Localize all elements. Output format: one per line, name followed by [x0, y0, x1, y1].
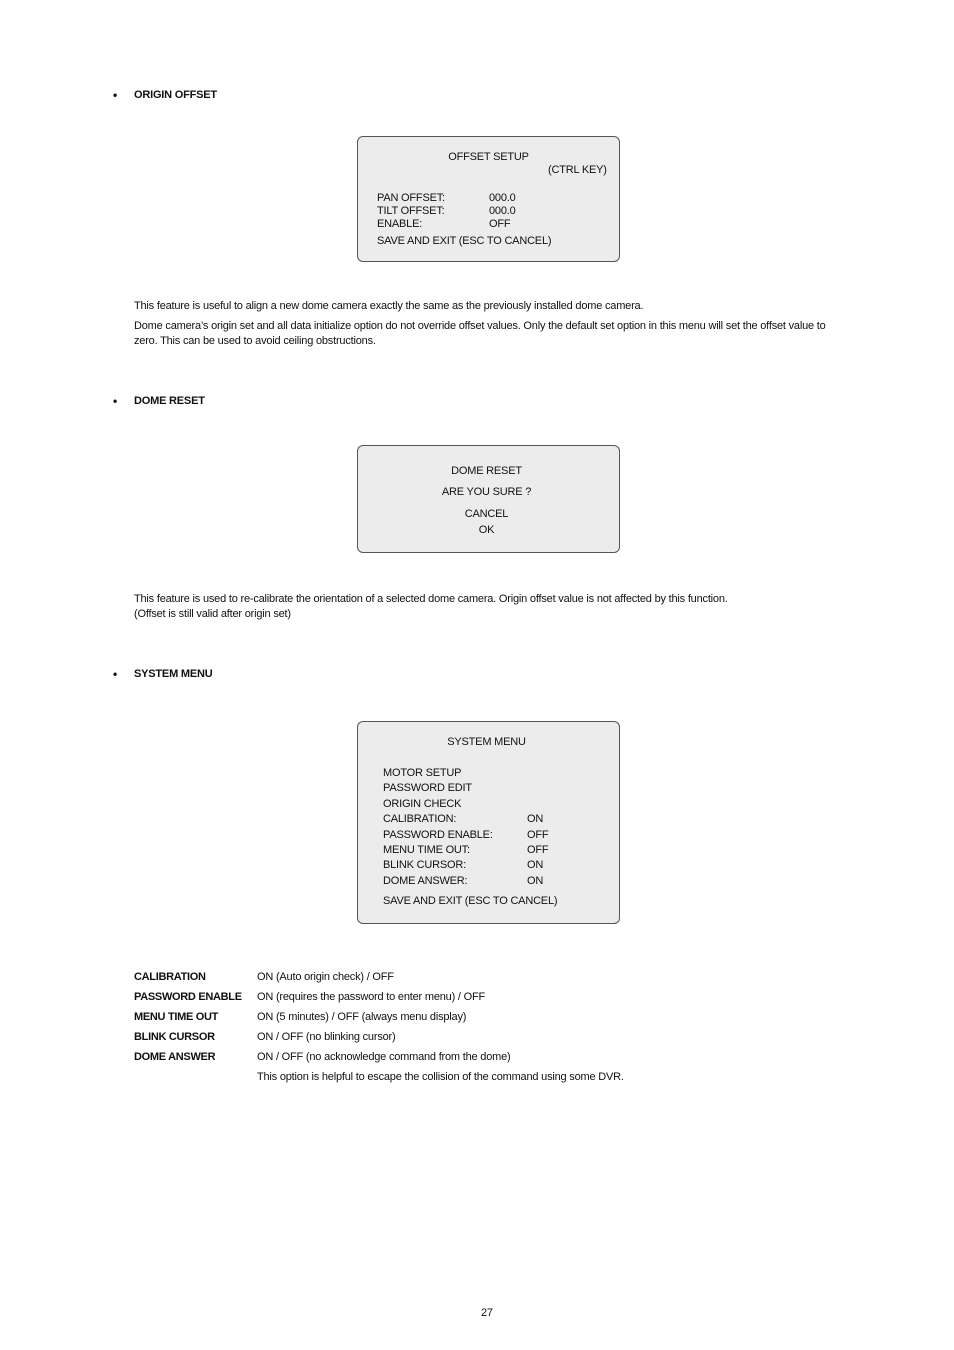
menu-row-value: 000.0 — [489, 205, 516, 217]
setting-label: MENU TIME OUT: — [383, 844, 470, 856]
menu-title: DOME RESET — [451, 465, 522, 477]
menu-row-value: 000.0 — [489, 192, 516, 204]
menu-row-label: PAN OFFSET: — [377, 192, 445, 204]
system-menu-panel — [357, 721, 620, 924]
section-heading-system-menu: SYSTEM MENU — [134, 668, 213, 680]
menu-row-value: OFF — [489, 218, 511, 230]
menu-save-line: SAVE AND EXIT (ESC TO CANCEL) — [377, 235, 552, 247]
paragraph: This feature is useful to align a new dome camera exactly the same as the previously installed dome camera. — [134, 300, 644, 312]
paragraph: zero. This can be used to avoid ceiling obstructions. — [134, 335, 376, 347]
definition-term: MENU TIME OUT — [134, 1011, 219, 1023]
menu-save-line: SAVE AND EXIT (ESC TO CANCEL) — [383, 895, 558, 907]
menu-title: SYSTEM MENU — [447, 736, 526, 748]
bullet: • — [113, 667, 118, 681]
setting-value: ON — [527, 813, 544, 825]
menu-item-password-edit: PASSWORD EDIT — [383, 782, 472, 794]
definition-term: BLINK CURSOR — [134, 1031, 215, 1043]
menu-item-motor-setup: MOTOR SETUP — [383, 767, 462, 779]
setting-label: BLINK CURSOR: — [383, 859, 466, 871]
menu-row-label: TILT OFFSET: — [377, 205, 445, 217]
setting-label: PASSWORD ENABLE: — [383, 829, 493, 841]
definition-desc: ON (requires the password to enter menu) / OFF — [257, 991, 485, 1003]
paragraph: (Offset is still valid after origin set) — [134, 608, 291, 620]
definition-desc: ON (Auto origin check) / OFF — [257, 971, 394, 983]
menu-item-origin-check: ORIGIN CHECK — [383, 798, 462, 810]
section-heading-origin-offset: ORIGIN OFFSET — [134, 89, 217, 101]
paragraph: This feature is used to re-calibrate the orientation of a selected dome camera. Origin offset value is not affected by this function. — [134, 593, 728, 605]
page-number: 27 — [481, 1307, 493, 1319]
bullet: • — [113, 88, 118, 102]
menu-title: OFFSET SETUP — [448, 151, 529, 163]
ok-option: OK — [478, 524, 495, 536]
menu-question: ARE YOU SURE ? — [441, 486, 532, 498]
offset-setup-menu — [357, 136, 620, 262]
menu-row-label: ENABLE: — [377, 218, 423, 230]
definition-desc: ON (5 minutes) / OFF (always menu display) — [257, 1011, 467, 1023]
definition-term: PASSWORD ENABLE — [134, 991, 242, 1003]
setting-label: DOME ANSWER: — [383, 875, 468, 887]
setting-value: OFF — [527, 844, 549, 856]
definition-desc: ON / OFF (no blinking cursor) — [257, 1031, 396, 1043]
definition-term: DOME ANSWER — [134, 1051, 216, 1063]
cancel-option: CANCEL — [464, 508, 509, 520]
section-heading-dome-reset: DOME RESET — [134, 395, 205, 407]
setting-value: OFF — [527, 829, 549, 841]
dome-reset-menu — [357, 445, 620, 553]
definition-term: CALIBRATION — [134, 971, 206, 983]
paragraph: Dome camera’s origin set and all data initialize option do not override offset values. Only the default set option in this menu will set the offset value to — [134, 320, 826, 332]
definition-desc: ON / OFF (no acknowledge command from the dome) — [257, 1051, 511, 1063]
definition-note: This option is helpful to escape the collision of the command using some DVR. — [257, 1071, 624, 1083]
setting-value: ON — [527, 875, 544, 887]
setting-label: CALIBRATION: — [383, 813, 457, 825]
menu-key-hint: (CTRL KEY) — [548, 164, 607, 176]
bullet: • — [113, 394, 118, 408]
setting-value: ON — [527, 859, 544, 871]
